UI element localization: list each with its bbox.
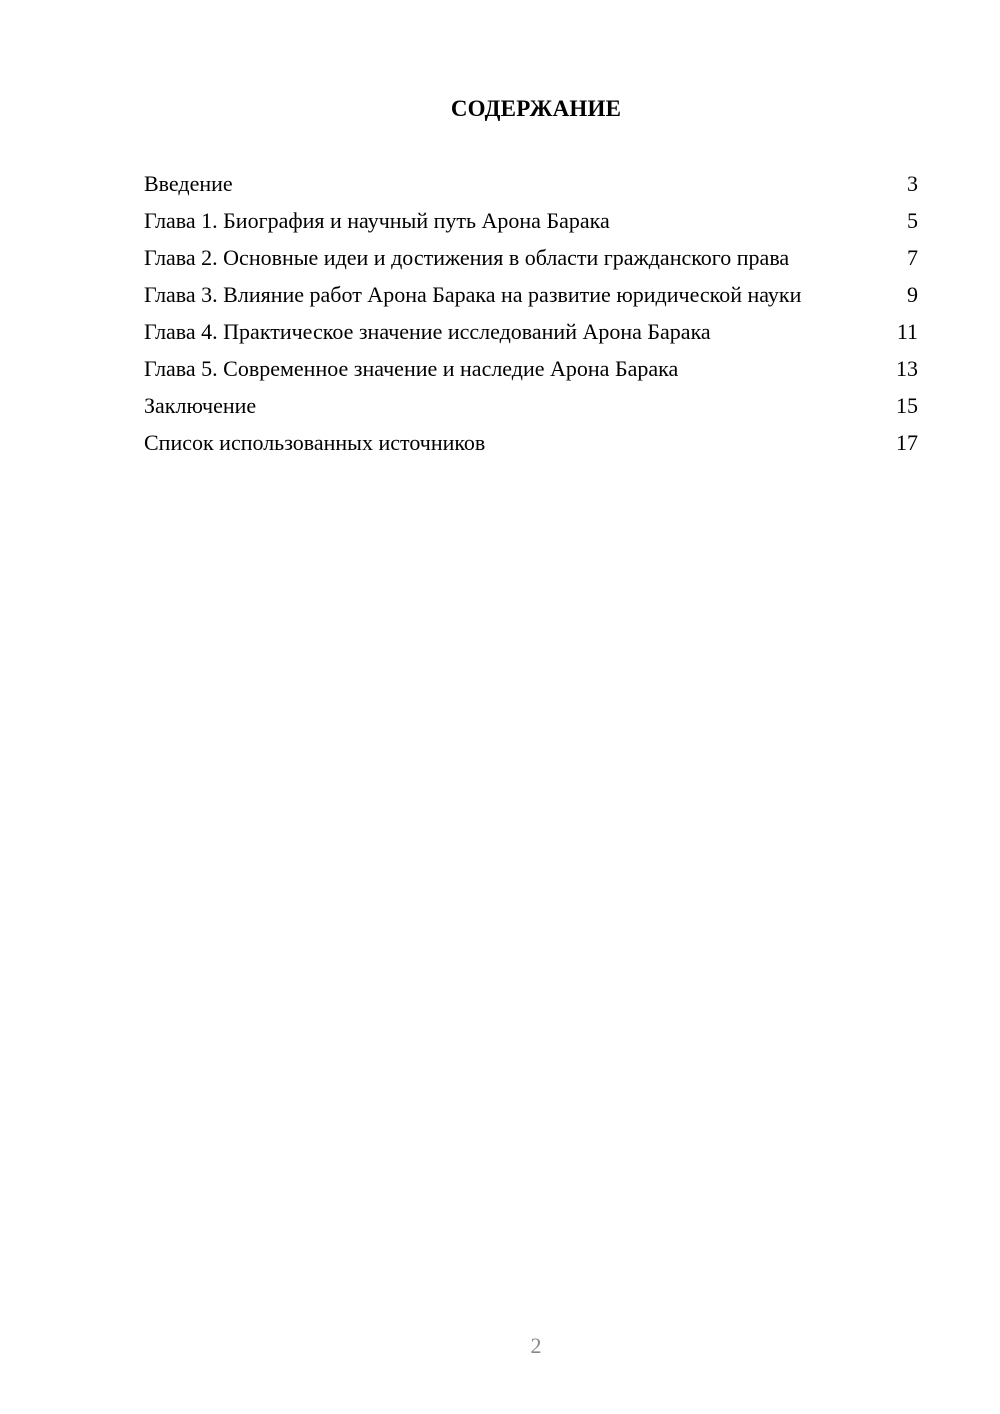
toc-entry-chapter-3[interactable] xyxy=(144,281,918,309)
toc-entry-title: Глава 2. Основные идеи и достижения в области гражданского права xyxy=(144,245,790,270)
toc-entry-title: Введение xyxy=(144,171,233,196)
toc-entry-page: 5 xyxy=(907,208,918,233)
toc-entry-title: Глава 3. Влияние работ Арона Барака на развитие юридической науки xyxy=(144,282,802,307)
table-of-contents xyxy=(144,170,918,466)
toc-entry-title: Заключение xyxy=(144,393,257,418)
toc-entry-introduction[interactable] xyxy=(144,170,918,198)
toc-entry-page: 3 xyxy=(907,171,918,196)
toc-entry-page: 13 xyxy=(896,356,918,381)
toc-entry-page: 11 xyxy=(896,319,918,344)
page-number: 2 xyxy=(530,1333,542,1358)
toc-entry-page: 15 xyxy=(896,393,918,418)
toc-entry-chapter-2[interactable] xyxy=(144,244,918,272)
toc-entry-title: Глава 5. Современное значение и наследие Арона Барака xyxy=(144,356,679,381)
toc-entry-title: Глава 1. Биография и научный путь Арона Барака xyxy=(144,208,610,233)
toc-entry-chapter-5[interactable] xyxy=(144,355,918,383)
toc-entry-title: Список использованных источников xyxy=(144,430,486,455)
toc-entry-title: Глава 4. Практическое значение исследований Арона Барака xyxy=(144,319,711,344)
toc-entry-page: 17 xyxy=(896,430,918,455)
toc-entry-page: 7 xyxy=(907,245,918,270)
toc-entry-page: 9 xyxy=(907,282,918,307)
toc-entry-conclusion[interactable] xyxy=(144,392,918,420)
page-title: СОДЕРЖАНИЕ xyxy=(450,96,622,121)
toc-entry-chapter-4[interactable] xyxy=(144,318,918,346)
toc-entry-chapter-1[interactable] xyxy=(144,207,918,235)
toc-entry-references[interactable] xyxy=(144,429,918,457)
